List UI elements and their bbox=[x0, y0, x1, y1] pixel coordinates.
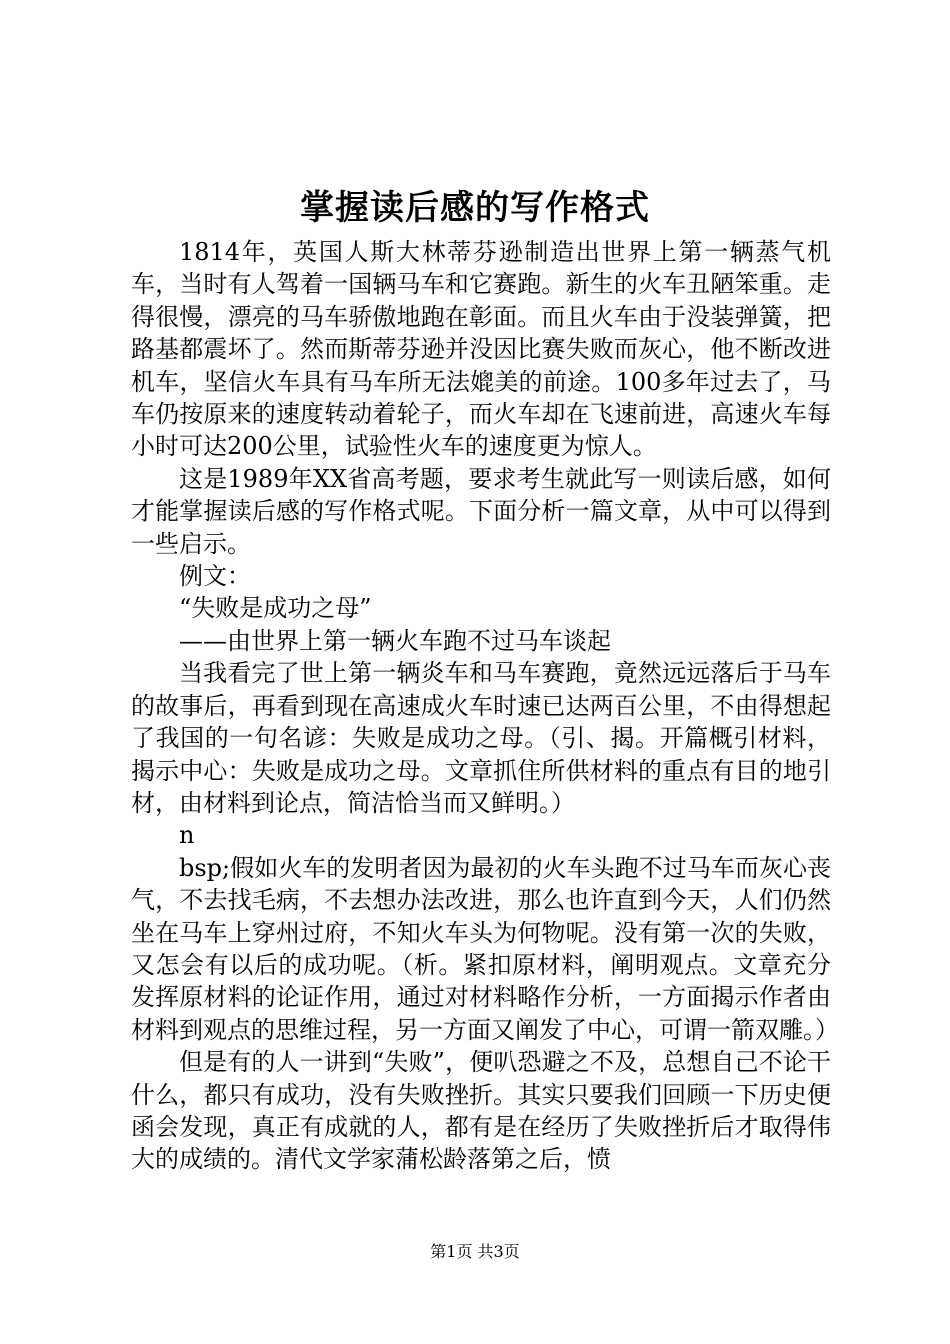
paragraph-example-label: 例文： bbox=[179, 562, 251, 591]
paragraph-story: 1814年，英国人斯大林蒂芬逊制造出世界上第一辆蒸气机车，当时有人驾着一国辆马车和它赛跑。新生的火车丑陋笨重。走得很慢，漂亮的马车骄傲地跑在彰面。而且火车由于没装弹簧，把路基都震坏了。然而斯蒂芬逊并没因比赛失败而灰心，他不断改进机车，坚信火车具有马车所无法媲美的前途。100多年过去了，马车仍按原来的速度转动着轮子，而火车却在飞速前进，高速火车每小时可达200公里，试验性火车的速度更为惊人。 bbox=[131, 238, 831, 461]
page-number-footer: 第1页 共3页 bbox=[430, 1242, 520, 1261]
paragraph-essay-opening: 当我看完了世上第一辆炎车和马车赛跑，竟然远远落后于马车的故事后，再看到现在高速成火车时速已达两百公里，不由得想起了我国的一句名谚：失败是成功之母。（引、揭。开篇概引材料，揭示中心：失败是成功之母。文章抓住所供材料的重点有目的地引材，由材料到论点，简洁恰当而又鲜明。） bbox=[131, 659, 831, 817]
paragraph-essay-analysis: bsp;假如火车的发明者因为最初的火车头跑不过马车而灰心丧气，不去找毛病，不去想办法改进，那么也许直到今天，人们仍然坐在马车上穿州过府，不知火车头为何物呢。没有第一次的失败，又怎会有以后的成功呢。（析。紧扣原材料，阐明观点。文章充分发挥原材料的论证作用，通过对材料略作分析，一方面揭示作者由材料到观点的思维过程，另一方面又阐发了中心，可谓一箭双雕。） bbox=[131, 853, 839, 1044]
example-essay-subtitle: ——由世界上第一辆火车跑不过马车谈起 bbox=[179, 626, 611, 655]
document-title: 掌握读后感的写作格式 bbox=[300, 188, 650, 228]
document-body bbox=[131, 236, 839, 1176]
paragraph-stray-n: n bbox=[179, 821, 195, 850]
example-essay-title: “失败是成功之母” bbox=[179, 594, 372, 623]
paragraph-intro: 这是1989年XX省高考题，要求考生就此写一则读后感，如何才能掌握读后感的写作格式呢。下面分析一篇文章，从中可以得到一些启示。 bbox=[131, 464, 831, 558]
paragraph-essay-argument: 但是有的人一讲到“失败”，便叭恐避之不及，总想自己不论干什么，都只有成功，没有失败挫折。其实只要我们回顾一下历史便函会发现，真正有成就的人，都有是在经历了失败挫折后才取得伟大的成绩的。清代文学家蒲松龄落第之后，愤 bbox=[131, 1048, 831, 1174]
